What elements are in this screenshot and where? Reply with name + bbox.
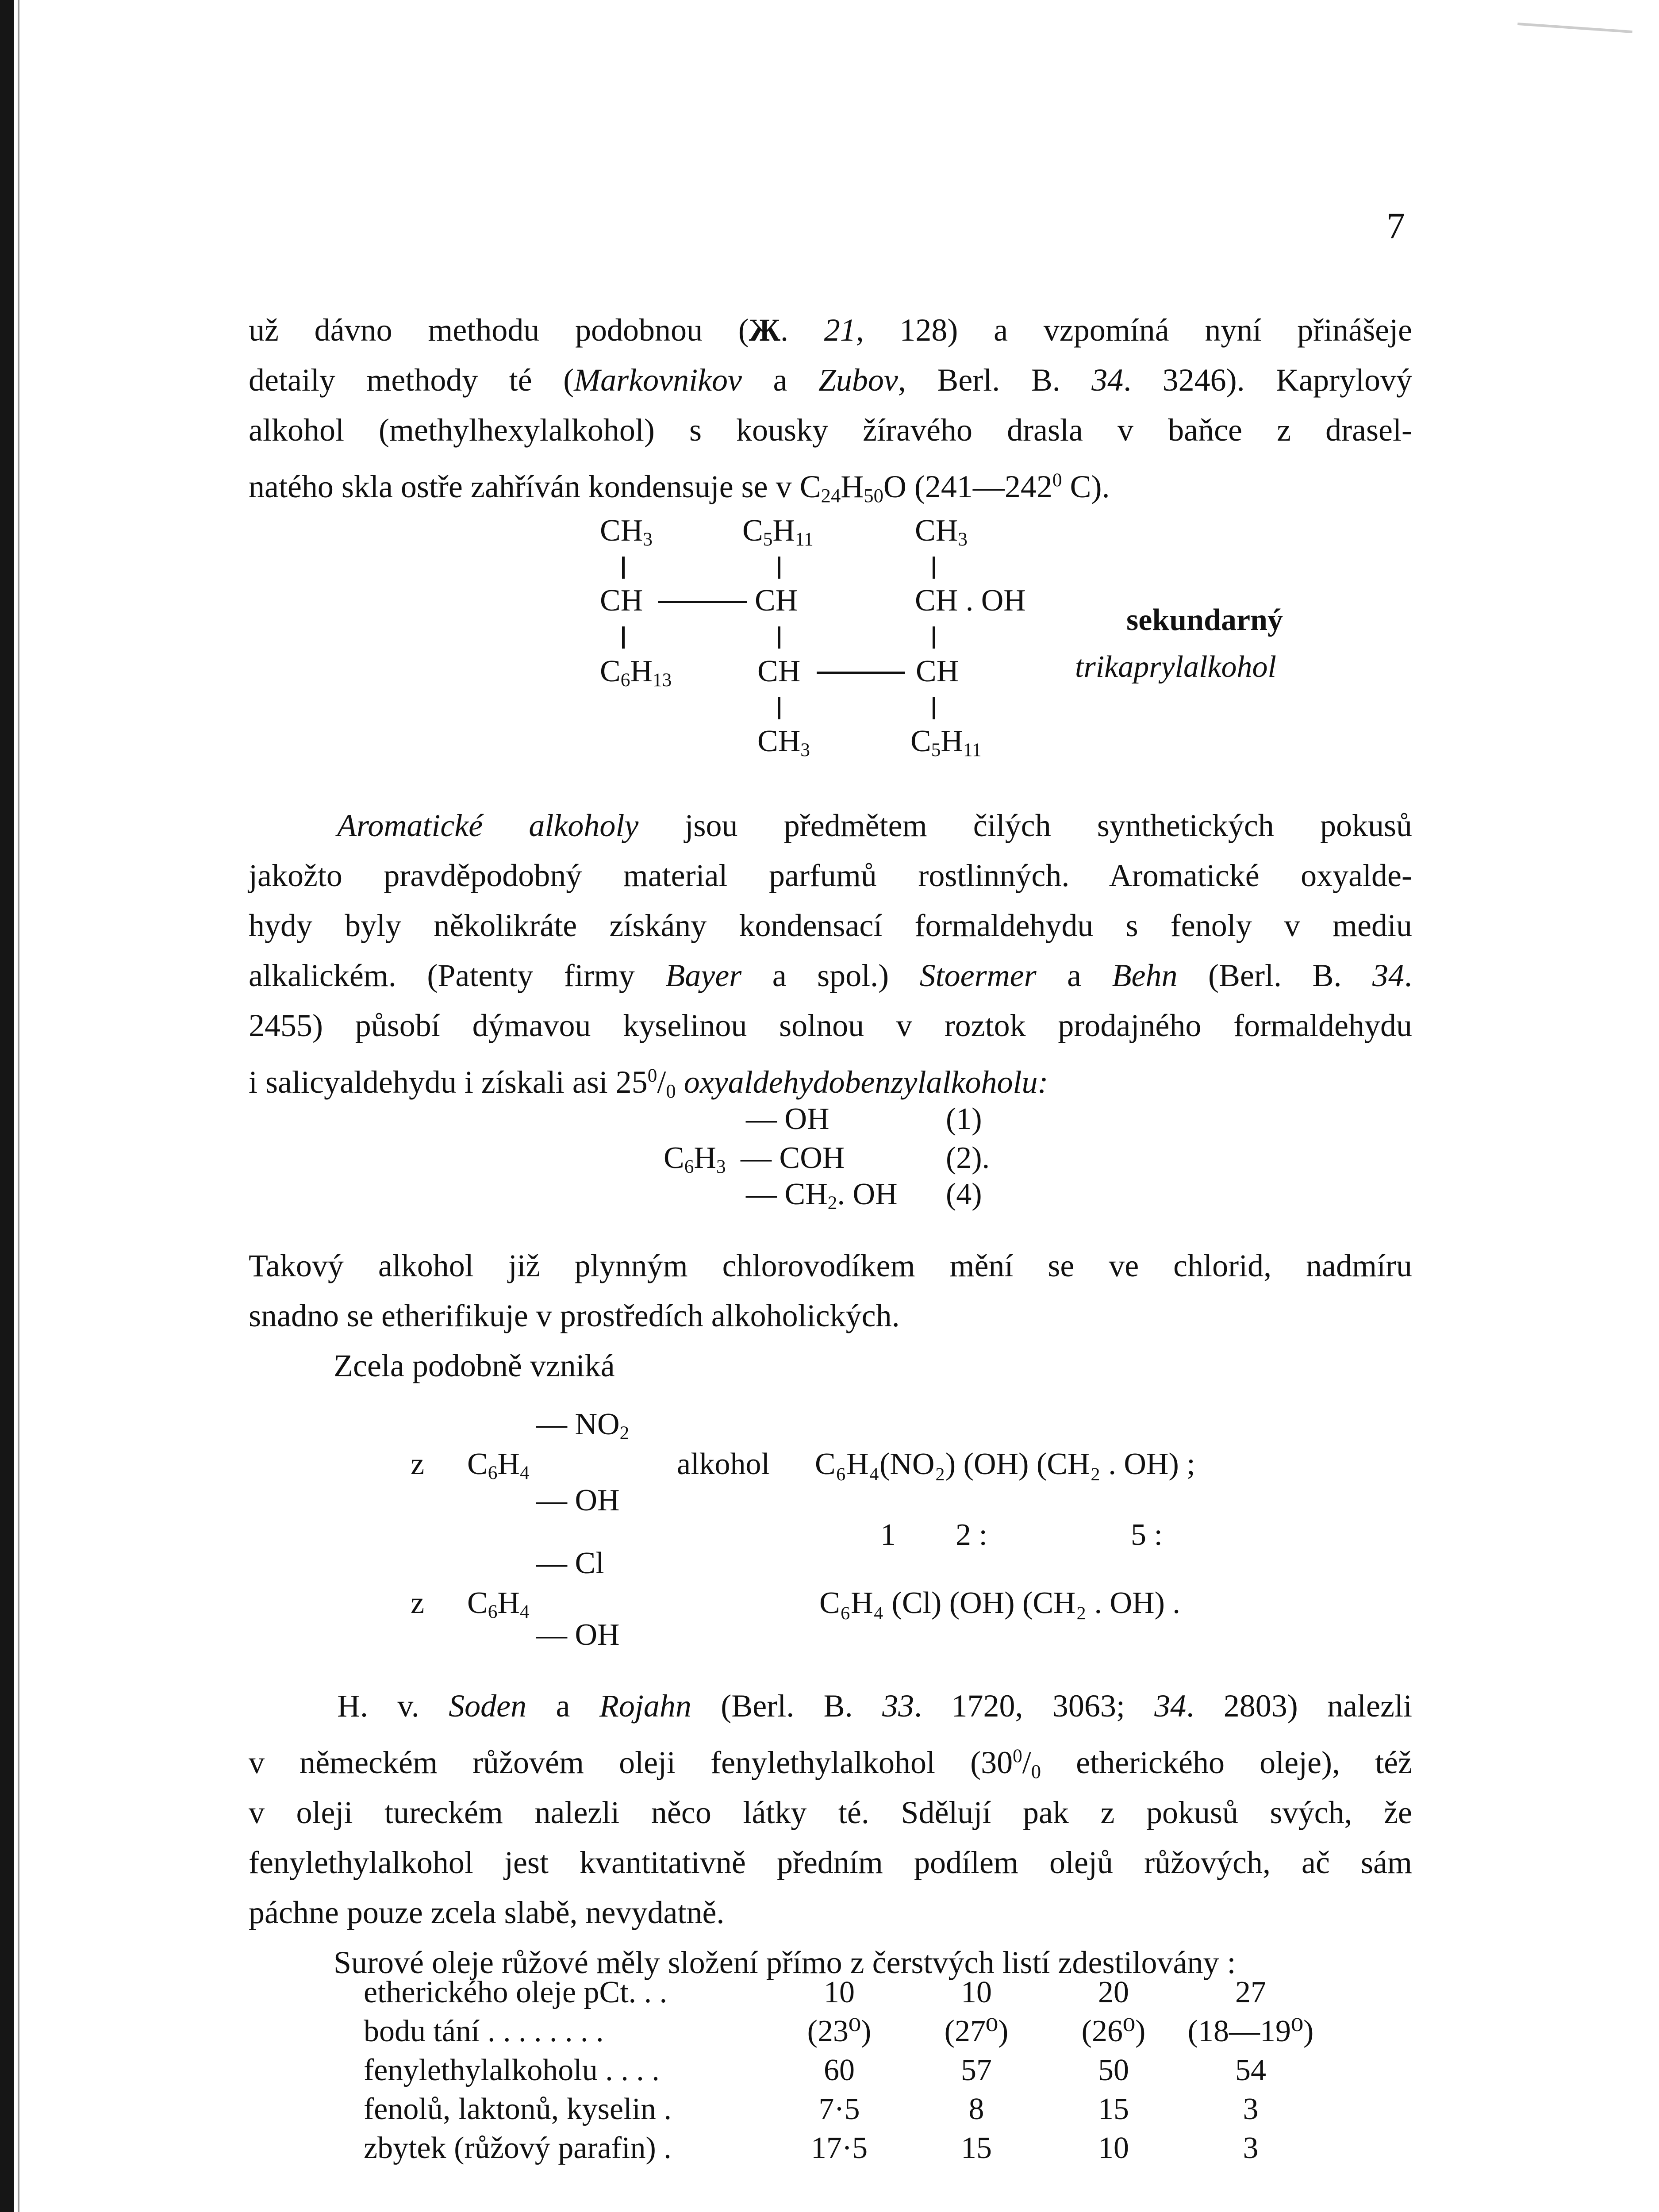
bond-line [933,697,935,719]
scan-border-left [0,0,14,2212]
paragraph-4 [249,1681,1412,1988]
paragraph-2 [249,801,1412,1107]
formula-group: $CH_3$ [600,514,653,550]
text-line: v německém růžovém oleji fenylethylalkohol ($30^0/_0$ etherického oleje), též [249,1745,1412,1783]
text-line: hydy byly několikráte získány kondensací formaldehydu s fenoly v mediu [249,908,1412,943]
text-line: snadno se etherifikuje v prostředích alkoholických. [249,1298,900,1333]
bond-line [778,626,780,649]
bond-line [622,626,625,649]
formula-group: $CH_3$ [757,724,810,760]
scan-border-line [18,0,19,2212]
journal-symbol: Ж [749,312,780,348]
formula-group: CH [757,654,801,688]
text-line: alkohol (methylhexylalkohol) s kousky žíravého drasla v baňce z drasel- [249,412,1412,448]
text-line: i salicyaldehydu i získali asi $25^0/_0$ oxyaldehydobenzylalkoholu: [249,1064,1048,1102]
author-name: Soden [449,1688,527,1724]
formula-group: CH [600,584,643,618]
formula-group: $C_5H_{11}$ [742,514,814,550]
text-line: alkalickém. (Patenty firmy Bayer a spol.) Stoermer a Behn (Berl. B. 34. [249,958,1412,993]
bond-line [778,557,780,579]
text-line: už dávno methodu podobnou (Ж. 21, 128) a vzpomíná nyní přinášeje [249,312,1413,348]
author-name: Bayer [665,958,742,993]
table-row: etherického oleje pCt. . . 10 10 20 27 [364,1975,1266,2009]
formula-group: CH . OH [915,584,1026,618]
text-line: natého skla ostře zahříván kondensuje se v $C_{24}H_{50}O$ ($241—242^0$ C). [249,469,1110,507]
paragraph-3 [249,1241,1412,1391]
text-line: Surové oleje růžové měly složení přímo z čerstvých listí zdestilovány : [334,1945,1236,1980]
compound-label: sekundarný [1126,603,1283,637]
text-line: H. v. Soden a Rojahn (Berl. B. 33. 1720, 3063; 34. 2803) nalezli [337,1688,1412,1724]
formula-group: CH [916,654,959,688]
author-name: Behn [1112,958,1178,993]
author-name: Zubov [818,362,898,398]
author-name: Stoermer [919,958,1037,993]
bond-line [622,557,625,579]
bond-line [933,626,935,649]
table-row: bodu tání . . . . . . . . (23⁰) (27⁰) (26⁰) (18—19⁰) [364,2014,1314,2048]
text-line: v oleji tureckém nalezli něco látky té. Sdělují pak z pokusů svých, že [249,1795,1412,1830]
text-line: jakožto pravděpodobný material parfumů rostlinných. Aromatické oxyalde- [249,858,1412,893]
author-name: Markovnikov [574,362,742,398]
compound-name: trikaprylalkohol [1075,650,1276,684]
formula-group: $CH_3$ [915,514,968,550]
text-line: Takový alkohol již plynným chlorovodíkem mění se ve chlorid, nadmíru [249,1248,1412,1283]
page-number: 7 [1386,205,1405,246]
compound-name: oxyaldehydobenzylalkoholu: [684,1064,1048,1100]
text-line: detaily methody té (Markovnikov a Zubov, Berl. B. 34. 3246). Kaprylový [249,362,1412,398]
bond-line [658,601,747,603]
scan-artifact [1517,23,1632,33]
text-line: 2455) působí dýmavou kyselinou solnou v roztok prodajného formaldehydu [249,1008,1412,1043]
table-row: fenolů, laktonů, kyselin . 7·5 8 15 3 [364,2092,1259,2126]
formula-group: CH [755,584,798,618]
author-name: Rojahn [599,1688,691,1724]
text-line: Zcela podobně vzniká [334,1348,615,1383]
section-term: Aromatické alkoholy [337,808,639,843]
bond-line [817,672,905,674]
text-line: Aromatické alkoholy jsou předmětem čilých synthetických pokusů [337,808,1413,843]
table-row: zbytek (růžový parafin) . 17·5 15 10 3 [364,2131,1259,2165]
text-line: fenylethylalkohol jest kvantitativně předním podílem olejů růžových, ač sám [249,1845,1412,1880]
text-line: páchne pouze zcela slabě, nevydatně. [249,1895,725,1930]
formula-group: $C_6H_{13}$ [600,654,672,691]
bond-line [778,697,780,719]
bond-line [933,557,935,579]
rose-oil-composition-table [364,1973,1319,2168]
formula-group: $C_5H_{11}$ [910,724,982,760]
table-row: fenylethylalkoholu . . . . 60 57 50 54 [364,2053,1266,2087]
paragraph-1 [249,305,1412,512]
